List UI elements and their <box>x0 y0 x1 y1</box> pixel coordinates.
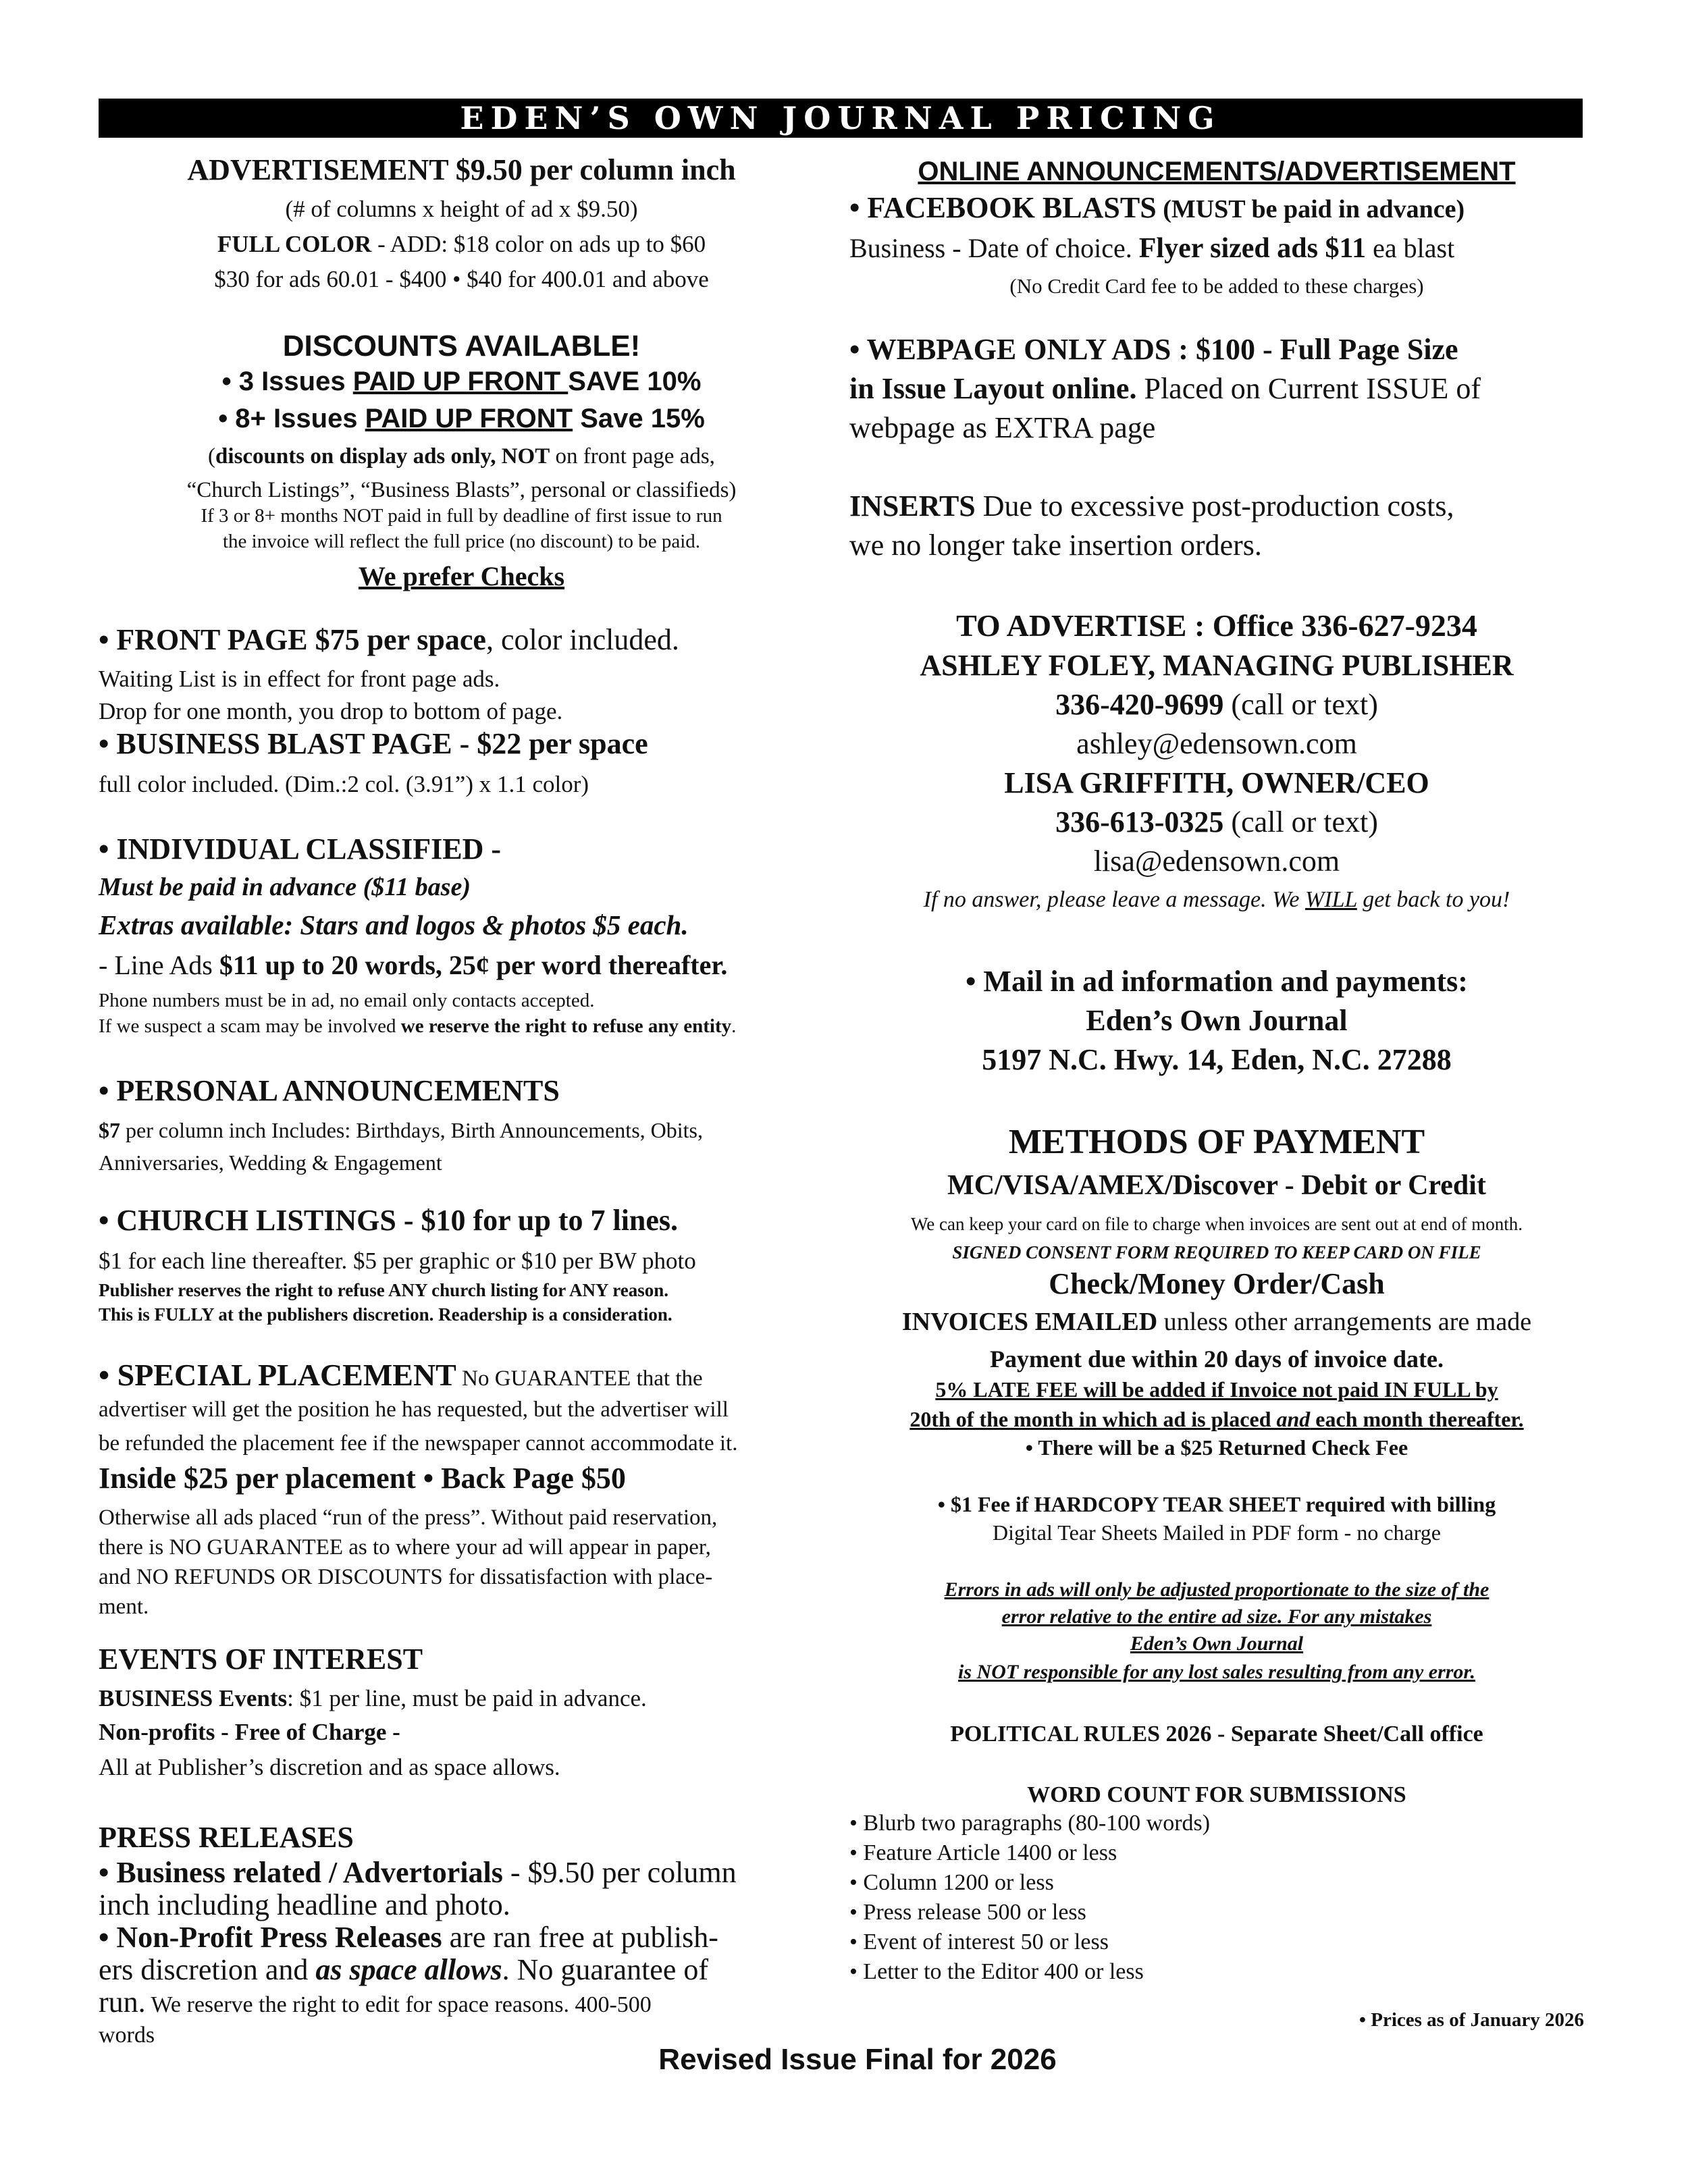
fb-text-pre: Business - Date of choice. <box>849 233 1139 263</box>
errors-line-3: Eden’s Own Journal <box>1130 1632 1304 1655</box>
front-drop: Drop for one month, you drop to bottom of page. <box>99 698 563 724</box>
special-prices: Inside $25 per placement • Back Page $50 <box>99 1462 626 1495</box>
no-answer-will: WILL <box>1304 887 1357 912</box>
to-advertise: TO ADVERTISE : Office 336-627-9234 <box>956 608 1477 643</box>
personal-text: per column inch Includes: Birthdays, Birth Announcements, Obits, <box>120 1118 703 1142</box>
personal-title: • PERSONAL ANNOUNCEMENTS <box>99 1074 560 1107</box>
mail-name: Eden’s Own Journal <box>1086 1004 1348 1037</box>
lisa-phone[interactable]: 336-613-0325 <box>1055 805 1224 838</box>
front-waiting: Waiting List is in effect for front page ads. <box>99 666 500 692</box>
line-ads-pre: - Line Ads <box>99 950 219 980</box>
ashley-call: (call or text) <box>1223 688 1378 721</box>
web-line-2-bold: in Issue Layout online. <box>849 372 1137 405</box>
press-text-2: there is NO GUARANTEE as to where your ad will appear in paper, <box>99 1535 711 1560</box>
inserts-rest: Due to excessive post-production costs, <box>975 489 1454 523</box>
late-fee-1: 5% LATE FEE will be added if Invoice not paid IN FULL by <box>935 1377 1498 1402</box>
prices-as-of: • Prices as of January 2026 <box>1359 2009 1584 2031</box>
inserts-line-2: we no longer take insertion orders. <box>849 529 1262 562</box>
releases-b2-cont-pre: ers discretion and <box>99 1953 316 1986</box>
discount-note-1 <box>99 444 824 469</box>
blast-title: • BUSINESS BLAST PAGE - $22 per space <box>99 727 648 760</box>
disc-note-open: ( <box>208 444 216 469</box>
word-count-item: • Feature Article 1400 or less <box>849 1840 1117 1865</box>
full-color-line <box>99 231 824 258</box>
word-count-item: • Letter to the Editor 400 or less <box>849 1959 1144 1984</box>
lisa-contact <box>849 805 1584 839</box>
discount-note-2: “Church Listings”, “Business Blasts”, personal or classifieds) <box>186 478 737 502</box>
church-note-2: This is FULLY at the publishers discretion. Readership is a consideration. <box>99 1304 672 1325</box>
inserts-line <box>849 489 1584 523</box>
mail-address: 5197 N.C. Hwy. 14, Eden, N.C. 27288 <box>982 1043 1452 1076</box>
cards-accepted: MC/VISA/AMEX/Discover - Debit or Credit <box>947 1170 1486 1201</box>
events-business-rest: : $1 per line, must be paid in advance. <box>287 1685 647 1711</box>
front-page-price: • FRONT PAGE $75 per space <box>99 623 486 656</box>
scam-bold: we reserve the right to refuse any entity <box>400 1015 732 1037</box>
online-title: ONLINE ANNOUNCEMENTS/ADVERTISEMENT <box>918 157 1516 186</box>
page-banner: EDEN’S OWN JOURNAL PRICING <box>99 99 1583 138</box>
events-business <box>99 1685 824 1712</box>
releases-b1-rest: - $9.50 per column <box>502 1856 737 1889</box>
late-fee-2-post: each month thereafter. <box>1310 1407 1524 1431</box>
disc2-paid-up-front: PAID UP FRONT <box>365 404 573 433</box>
payment-due: Payment due within 20 days of invoice date. <box>989 1346 1444 1373</box>
classified-advance: Must be paid in advance ($11 base) <box>99 873 471 901</box>
front-page-color: , color included. <box>485 623 679 656</box>
front-page-line <box>99 622 824 657</box>
fb-must: (MUST be paid in advance) <box>1156 195 1465 223</box>
church-note-1: Publisher reserves the right to refuse ANY church listing for ANY reason. <box>99 1280 668 1300</box>
releases-space-allows: as space allows <box>315 1953 502 1986</box>
no-answer-pre: If no answer, please leave a message. We <box>923 887 1305 912</box>
line-ads <box>99 949 824 981</box>
prefer-checks: We prefer Checks <box>358 561 565 591</box>
fb-flyer-price: Flyer sized ads $11 <box>1138 233 1367 264</box>
disc2-post: Save 15% <box>573 404 705 433</box>
errors-line-4: is NOT responsible for any lost sales resulting from any error. <box>958 1661 1475 1683</box>
scam-post: . <box>731 1015 737 1037</box>
scam-note <box>99 1015 824 1038</box>
no-answer-post: get back to you! <box>1356 887 1510 912</box>
classified-title: • INDIVIDUAL CLASSIFIED - <box>99 832 502 865</box>
church-text: $1 for each line thereafter. $5 per graphic or $10 per BW photo <box>99 1248 696 1274</box>
blast-text: full color included. (Dim.:2 col. (3.91”) x 1.1 color) <box>99 771 589 797</box>
political-rules: POLITICAL RULES 2026 - Separate Sheet/Call office <box>950 1722 1483 1747</box>
card-on-file: We can keep your card on file to charge when invoices are sent out at end of month. <box>910 1214 1523 1234</box>
signed-consent: SIGNED CONSENT FORM REQUIRED TO KEEP CARD ON FILE <box>952 1242 1481 1262</box>
word-count-item: • Column 1200 or less <box>849 1870 1054 1895</box>
ashley-name: ASHLEY FOLEY, MANAGING PUBLISHER <box>920 649 1514 682</box>
invoices-rest: unless other arrangements are made <box>1157 1308 1532 1336</box>
releases-b2-bold: • Non-Profit Press Releases <box>99 1921 442 1954</box>
tear-sheet: • $1 Fee if HARDCOPY TEAR SHEET required with billing <box>937 1492 1496 1516</box>
events-business-bold: BUSINESS Events <box>99 1685 288 1711</box>
ad-title: ADVERTISEMENT $9.50 per column inch <box>187 153 736 186</box>
press-text-1: Otherwise all ads placed “run of the press”. Without paid reservation, <box>99 1506 718 1530</box>
events-nonprofit: Non-profits - Free of Charge - <box>99 1719 400 1745</box>
lisa-email[interactable]: lisa@edensown.com <box>1093 845 1340 878</box>
fb-text <box>849 232 1584 265</box>
discount-note-3: If 3 or 8+ months NOT paid in full by deadline of first issue to run <box>201 505 722 527</box>
releases-b2-cont <box>99 1952 824 1987</box>
invoices-line <box>849 1307 1584 1337</box>
word-count-item: • Press release 500 or less <box>849 1900 1086 1925</box>
fb-title: • FACEBOOK BLASTS <box>849 191 1157 224</box>
special-line <box>99 1357 824 1393</box>
ashley-contact <box>849 687 1584 722</box>
personal-text-2: Anniversaries, Wedding & Engagement <box>99 1150 442 1175</box>
releases-b1 <box>99 1855 824 1890</box>
personal-text-1 <box>99 1118 824 1143</box>
full-color-text: - ADD: $18 color on ads up to $60 <box>371 231 706 257</box>
revised-footer: Revised Issue Final for 2026 <box>658 2043 1057 2076</box>
mail-title: • Mail in ad information and payments: <box>966 965 1468 998</box>
errors-line-2: error relative to the entire ad size. For any mistakes <box>1001 1605 1432 1628</box>
no-answer <box>849 887 1584 913</box>
inserts-bold: INSERTS <box>849 489 976 523</box>
special-title: • SPECIAL PLACEMENT <box>99 1358 456 1392</box>
facebook-line <box>849 190 1584 225</box>
discounts-title: DISCOUNTS AVAILABLE! <box>282 329 641 363</box>
scam-pre: If we suspect a scam may be involved <box>99 1015 401 1037</box>
word-count-title: WORD COUNT FOR SUBMISSIONS <box>1027 1782 1406 1807</box>
line-ads-price: $11 up to 20 words, 25¢ per word thereafter. <box>219 950 728 980</box>
special-text-2: advertiser will get the position he has requested, but the advertiser will <box>99 1397 729 1422</box>
late-fee-2-and: and <box>1276 1407 1311 1431</box>
fb-text-post: ea blast <box>1366 233 1455 263</box>
invoices-bold: INVOICES EMAILED <box>901 1308 1158 1336</box>
web-line-2 <box>849 371 1584 406</box>
releases-b2-rest: are ran free at publish- <box>442 1921 718 1954</box>
press-text-3: and NO REFUNDS OR DISCOUNTS for dissatisfaction with place- <box>99 1565 713 1589</box>
discount-note-4: the invoice will reflect the full price (no discount) to be paid. <box>222 531 701 552</box>
ashley-phone[interactable]: 336-420-9699 <box>1055 688 1224 721</box>
disc1-pre: • 3 Issues <box>221 367 353 396</box>
fb-note: (No Credit Card fee to be added to these charges) <box>1009 274 1424 298</box>
events-discretion: All at Publisher’s discretion and as space allows. <box>99 1754 560 1780</box>
full-color-tiers: $30 for ads 60.01 - $400 • $40 for 400.01 and above <box>214 266 709 292</box>
disc1-post: SAVE 10% <box>568 367 702 396</box>
events-title: EVENTS OF INTEREST <box>99 1643 423 1676</box>
ashley-email[interactable]: ashley@edensown.com <box>1076 727 1357 760</box>
releases-words: words <box>99 2023 155 2048</box>
discount-3-issues <box>99 367 824 397</box>
releases-run-line <box>99 1985 824 2019</box>
full-color-label: FULL COLOR <box>217 231 372 257</box>
special-text-3: be refunded the placement fee if the newspaper cannot accommodate it. <box>99 1431 738 1456</box>
ad-formula: (# of columns x height of ad x $9.50) <box>285 196 638 222</box>
late-fee-2 <box>849 1407 1584 1432</box>
errors-line-1: Errors in ads will only be adjusted proportionate to the size of the <box>944 1578 1489 1601</box>
releases-edit: We reserve the right to edit for space reasons. 400-500 <box>145 1992 652 2017</box>
check-money: Check/Money Order/Cash <box>1049 1267 1385 1300</box>
releases-b2-cont-post: . No guarantee of <box>502 1953 708 1986</box>
personal-price: $7 <box>99 1118 120 1142</box>
releases-b2 <box>99 1920 824 1954</box>
releases-title: PRESS RELEASES <box>99 1821 354 1854</box>
disc-note-bold: discounts on display ads only, NOT <box>215 444 550 469</box>
phone-note: Phone numbers must be in ad, no email only contacts accepted. <box>99 990 595 1011</box>
releases-b1-cont: inch including headline and photo. <box>99 1888 510 1921</box>
releases-run: run. <box>99 1986 146 2019</box>
web-line-2-rest: Placed on Current ISSUE of <box>1136 372 1481 405</box>
word-count-item: • Blurb two paragraphs (80-100 words) <box>849 1811 1211 1836</box>
church-title: • CHURCH LISTINGS - $10 for up to 7 lines. <box>99 1204 679 1237</box>
methods-title: METHODS OF PAYMENT <box>1008 1123 1425 1161</box>
discount-8-issues <box>99 404 824 434</box>
press-text-4: ment. <box>99 1595 149 1619</box>
digital-tear: Digital Tear Sheets Mailed in PDF form - no charge <box>993 1520 1441 1545</box>
disc1-paid-up-front: PAID UP FRONT <box>352 367 569 396</box>
word-count-item: • Event of interest 50 or less <box>849 1929 1109 1954</box>
web-title: • WEBPAGE ONLY ADS : $100 - Full Page Size <box>849 333 1458 366</box>
returned-check: • There will be a $25 Returned Check Fee <box>1025 1435 1408 1460</box>
lisa-name: LISA GRIFFITH, OWNER/CEO <box>1004 766 1429 799</box>
releases-b1-bold: • Business related / Advertorials <box>99 1856 503 1889</box>
disc2-pre: • 8+ Issues <box>218 404 365 433</box>
web-line-3: webpage as EXTRA page <box>849 411 1156 444</box>
special-text-1: No GUARANTEE that the <box>456 1366 703 1391</box>
late-fee-2-pre: 20th of the month in which ad is placed <box>909 1407 1277 1431</box>
classified-extras: Extras available: Stars and logos & photos $5 each. <box>99 909 689 940</box>
disc-note-rest: on front page ads, <box>550 444 715 469</box>
lisa-call: (call or text) <box>1223 805 1378 838</box>
